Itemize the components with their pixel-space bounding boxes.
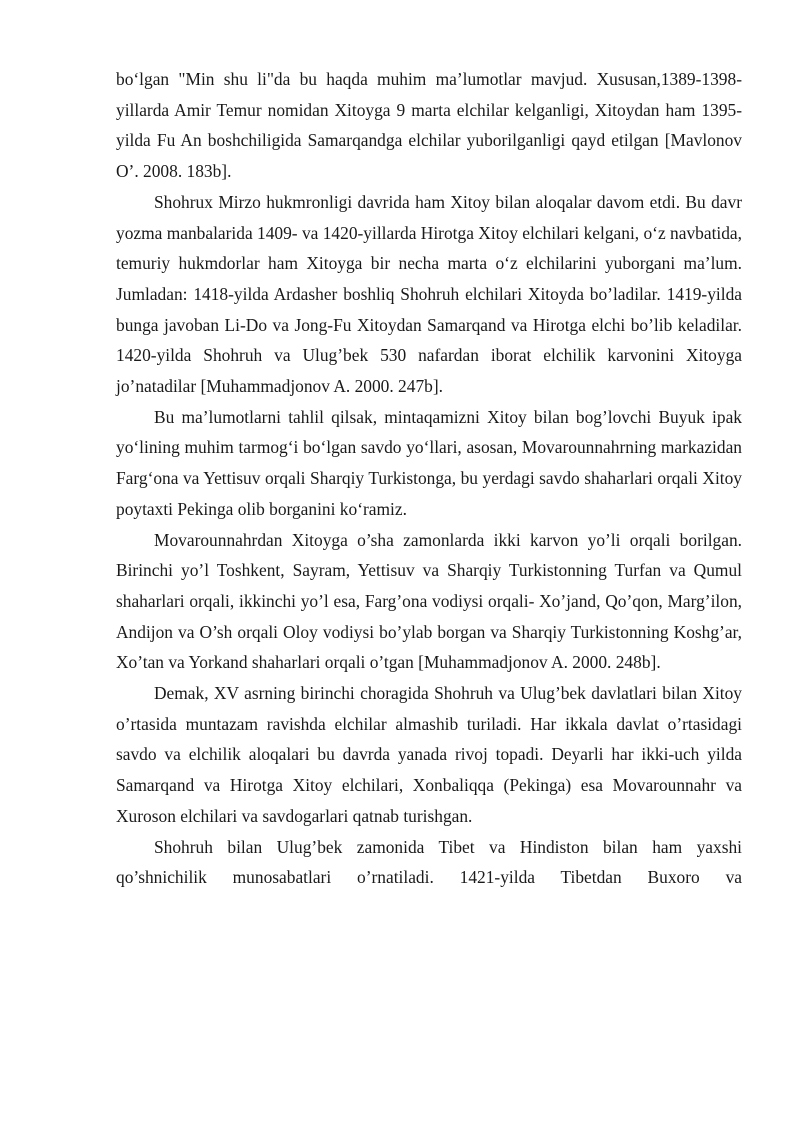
paragraph-1: bo‘lgan "Min shu li"da bu haqda muhim ma’lumotlar mavjud. Xususan,1389-1398-yillarda Amir Temur nomidan Xitoyga 9 marta elchilar kelganligi, Xitoydan ham 1395-yilda Fu An boshchiligida Samarqandga elchilar yuborilganligi qayd etilgan [Mavlonov O’. 2008. 183b]. — [116, 69, 742, 182]
document-page — [116, 64, 742, 893]
paragraph-5: Demak, XV asrning birinchi choragida Shohruh va Ulug’bek davlatlari bilan Xitoy o’rtasida muntazam ravishda elchilar almashib turiladi. Har ikkala davlat o’rtasidagi savdo va elchilik aloqalari bu davrda yanada rivoj topadi. Deyarli har ikki-uch yilda Samarqand va Hirotga Xitoy elchilari, Xonbaliqqa (Pekinga) esa Movarounnahr va Xuroson elchilari va savdogarlari qatnab turishgan. — [116, 683, 742, 826]
paragraph-3: Bu ma’lumotlarni tahlil qilsak, mintaqamizni Xitoy bilan bog’lovchi Buyuk ipak yo‘lining muhim tarmog‘i bo‘lgan savdo yo‘llari, asosan, Movarounnahrning markazidan Farg‘ona va Yettisuv orqali Sharqiy Turkistonga, bu yerdagi savdo shaharlari orqali Xitoy poytaxti Pekinga olib borganini ko‘ramiz. — [116, 406, 742, 519]
paragraph-2: Shohrux Mirzo hukmronligi davrida ham Xitoy bilan aloqalar davom etdi. Bu davr yozma manbalarida 1409- va 1420-yillarda Hirotga Xitoy elchilari kelgani, o‘z navbatida, temuriy hukmdorlar ham Xitoyga bir necha marta o‘z elchilarini yuborgani ma’lum. Jumladan: 1418-yilda Ardasher boshliq Shohruh elchilari Xitoyda bo’ladilar. 1419-yilda bunga javoban Li-Do va Jong-Fu Xitoydan Samarqand va Hirotga elchi bo’lib keladilar. 1420-yilda Shohruh va Ulug’bek 530 nafardan iborat elchilik karvonini Xitoyga jo’natadilar [Muhammadjonov A. 2000. 247b]. — [116, 191, 742, 397]
paragraph-6: Shohruh bilan Ulug’bek zamonida Tibet va Hindiston bilan ham yaxshi qo’shnichilik munosabatlari o’rnatiladi. 1421-yilda Tibetdan Buxoro va — [116, 836, 742, 888]
paragraph-4: Movarounnahrdan Xitoyga o’sha zamonlarda ikki karvon yo’li orqali borilgan. Birinchi yo’l Toshkent, Sayram, Yettisuv va Sharqiy Turkistonning Turfan va Qumul shaharlari orqali, ikkinchi yo’l esa, Farg’ona vodiysi orqali- Xo’jand, Qo’qon, Marg’ilon, Andijon va O’sh orqali Oloy vodiysi bo’ylab borgan va Sharqiy Turkistonning Koshg’ar, Xo’tan va Yorkand shaharlari orqali o’tgan [Muhammadjonov A. 2000. 248b]. — [116, 529, 742, 673]
